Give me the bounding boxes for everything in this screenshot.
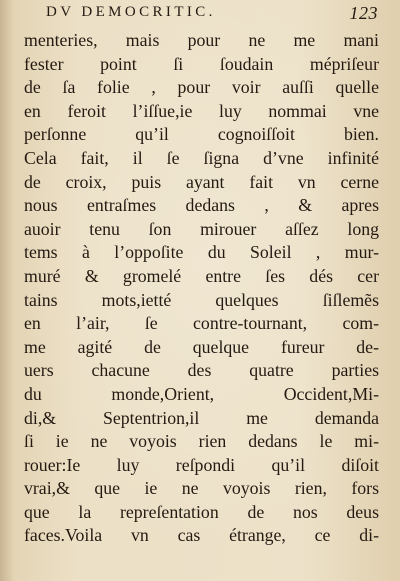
text-line: Cela fait, il ſe ſigna d’vne infinité (24, 147, 379, 168)
text-line: tems à l’oppoſite du Soleil , mur- (24, 242, 379, 263)
text-line: perſonne qu’il cognoiſſoit bien. (24, 124, 379, 145)
running-head-title: DV DEMOCRITIC. (46, 4, 216, 20)
text-line: vrai,& que ie ne voyois rien, fors (24, 478, 379, 499)
page-number: 123 (349, 3, 378, 23)
text-line: menteries, mais pour ne me mani (24, 30, 379, 50)
text-line: uers chacune des quatre parties (24, 360, 379, 381)
text-line: me agité de quelque fureur de- (24, 336, 379, 357)
text-line: du monde,Orient, Occident,Mi- (24, 383, 379, 404)
text-line: en l’air, ſe contre-tournant, com- (24, 313, 379, 334)
body-text (24, 29, 379, 548)
text-line: ſi ie ne voyois rien dedans le mi- (24, 431, 379, 452)
text-line: fester point ſi ſoudain mépriſeur (24, 53, 379, 74)
text-line: auoir tenu ſon mirouer aſſez long (24, 218, 379, 239)
text-line: rouer:Ie luy reſpondi qu’il diſoit (24, 454, 379, 475)
text-line: muré & gromelé entre ſes dés cer (24, 265, 379, 286)
text-line: nous entraſmes dedans , & apres (24, 195, 379, 216)
text-line: que la repreſentation de nos deus (24, 501, 379, 522)
text-line: faces.Voila vn cas étrange, ce di- (24, 525, 379, 546)
running-head (24, 4, 386, 30)
text-line: tains mots,ietté quelques ſiſlemẽs (24, 289, 379, 310)
text-line: en feroit l’iſſue,ie luy nommai vne (24, 100, 379, 121)
text-line: de croix, puis ayant fait vn cerne (24, 171, 379, 192)
text-line: di,& Septentrion,il me demanda (24, 407, 379, 428)
text-line: de ſa folie , pour voir auſſi quelle (24, 77, 379, 98)
